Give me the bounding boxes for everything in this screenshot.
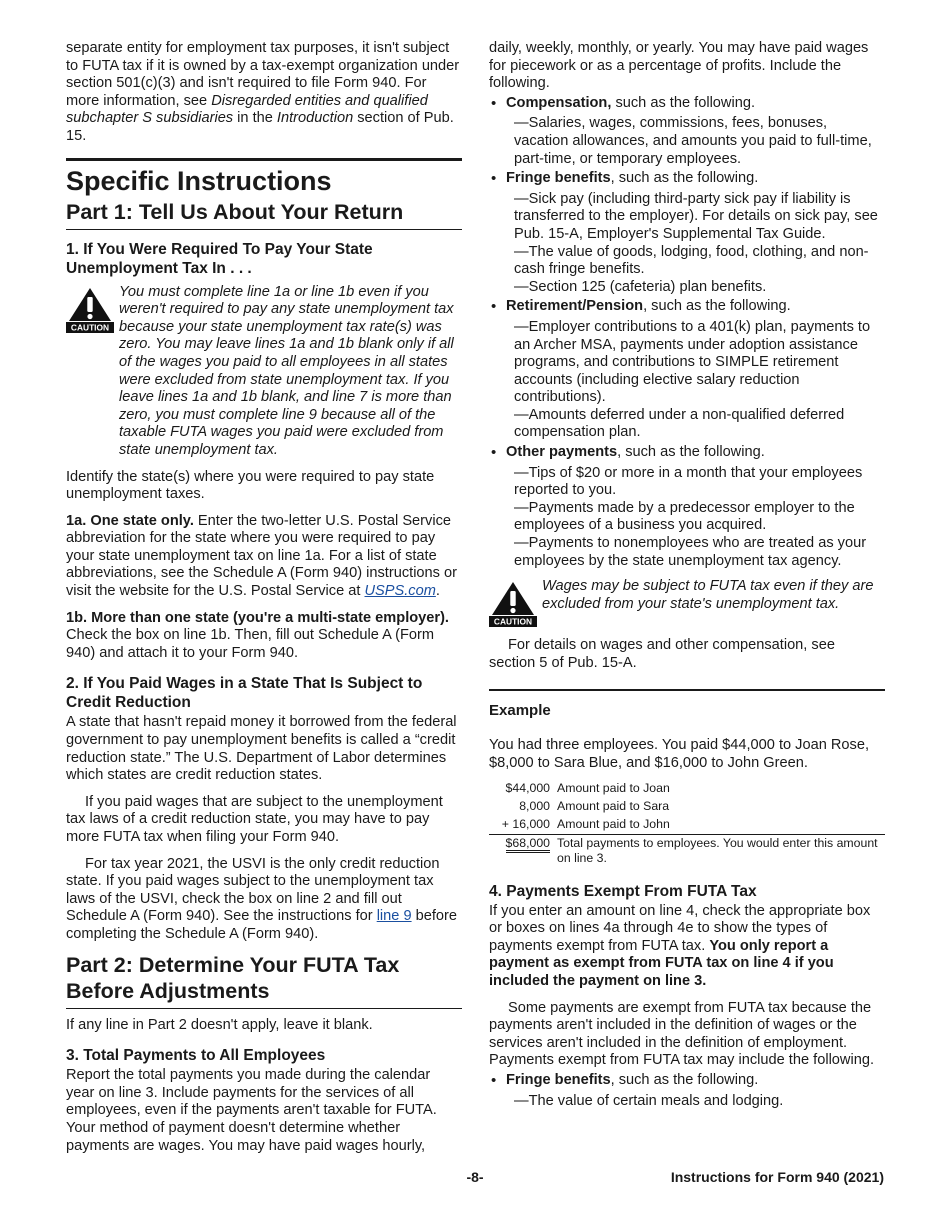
credit-paragraph-3: For tax year 2021, the USVI is the only credit reduction state. If you paid wages subject to the unemployment tax laws of the USVI, check the box on line 2 and fill out Schedule A (Form 940). See the instructions for line 9 before completing the Schedule A (Form 940). — [66, 855, 458, 942]
right-column — [489, 40, 885, 1110]
table-row: $44,000 Amount paid to Joan — [505, 780, 670, 795]
list-item: • Retirement/Pension, such as the following. — [489, 298, 885, 316]
document-title: Instructions for Form 940 (2021) — [670, 1169, 884, 1185]
exempt-payments-heading: 4. Payments Exempt From FUTA Tax — [489, 882, 757, 900]
list-item: • Other payments, such as the following. — [489, 444, 885, 462]
retirement-detail-2: —Amounts deferred under a non-qualified deferred compensation plan. — [514, 406, 845, 441]
example-table — [489, 779, 885, 866]
line-9-link[interactable]: line 9 — [376, 908, 412, 925]
exempt-paragraph-2: Some payments are exempt from FUTA tax because the payments aren't included in the definition of wages or the services aren't included in the definition of employment. Payments exempt from FUTA tax may include the following. — [489, 999, 874, 1069]
state-tax-heading: 1. If You Were Required To Pay Your State Unemployment Tax In . . . — [66, 240, 373, 277]
fringe-detail-2: —The value of goods, lodging, food, clothing, and non-cash fringe benefits. — [514, 243, 869, 278]
page-number: -8- — [466, 1169, 484, 1185]
example-paragraph: You had three employees. You paid $44,000 to Joan Rose, $8,000 to Sara Blue, and $16,000 to John Green. — [489, 737, 870, 771]
part1-heading: Part 1: Tell Us About Your Return — [66, 199, 404, 224]
other-detail-1: —Tips of $20 or more in a month that your employees reported to you. — [514, 464, 863, 499]
list-item: • Fringe benefits, such as the following. — [489, 170, 885, 188]
line-1a-paragraph: 1a. One state only. Enter the two-letter U.S. Postal Service abbreviation for the state where you were required to pay your state unemployment tax on line 1a. For a list of state abbreviations, see the Schedule A (Form 940) instructions or visit the website for the U.S. Postal Service at USPS.com. — [66, 512, 457, 600]
table-total-row: $68,000 Total payments to employees. You would enter this amount on line 3. — [489, 834, 885, 866]
table-row: 8,000 Amount paid to Sara — [519, 798, 670, 813]
caution-text: You must complete line 1a or line 1b even if you weren't required to pay any state unemployment tax because your state unemployment tax rate(s) was zero. You may leave lines 1a and 1b blank only if all of the wages you paid to all employees in all states were excluded from state unemployment tax. If you leave lines 1a and 1b blank, and line 7 is more than zero, you must complete line 9 because all of the taxable FUTA wages you paid were excluded from state unemployment tax. — [119, 283, 454, 458]
table-row: + 16,000 Amount paid to John — [501, 816, 670, 831]
caution-icon — [489, 581, 537, 627]
usps-link[interactable]: USPS.com — [364, 583, 436, 600]
exempt-fringe-detail: —The value of certain meals and lodging. — [514, 1092, 784, 1109]
svg-text:CAUTION: CAUTION — [493, 616, 533, 627]
continued-paragraph: daily, weekly, monthly, or yearly. You may have paid wages for piecework or as a percentage of profits. Include the following. — [489, 40, 869, 92]
other-detail-3: —Payments to nonemployees who are treated as your employees by the state unemployment tax agency. — [514, 535, 867, 569]
caution-note — [489, 578, 885, 628]
intro-paragraph: separate entity for employment tax purposes, it isn't subject to FUTA tax if it is owned by a tax-exempt organization under section 501(c)(3) and isn't required to file Form 940. For more information, see Disregarded entities and qualified subchapter S subsidiaries in the Introduction section of Pub. 15. — [66, 40, 460, 144]
fringe-detail-1: —Sick pay (including third-party sick pay if liability is transferred to the employer). For details on sick pay, see Pub. 15-A, Employer's Supplemental Tax Guide. — [514, 190, 878, 242]
credit-reduction-heading: 2. If You Paid Wages in a State That Is Subject to Credit Reduction — [66, 675, 423, 712]
page-title: Specific Instructions — [66, 165, 332, 196]
total-payments-heading: 3. Total Payments to All Employees — [66, 1047, 326, 1065]
compensation-detail: —Salaries, wages, commissions, fees, bonuses, vacation allowances, and amounts you paid to full-time, part-time, or temporary employees. — [514, 115, 872, 167]
caution-note — [66, 284, 462, 460]
caution-text: Wages may be subject to FUTA tax even if they are excluded from your state's unemployment tax. — [542, 578, 874, 612]
exempt-paragraph-1: If you enter an amount on line 4, check the appropriate box or boxes on lines 4a through 4e to show the types of payments exempt from FUTA tax. You only report a payment as exempt from FUTA tax on line 4 if you included the payment on line 3. — [489, 902, 871, 989]
other-detail-2: —Payments made by a predecessor employer to the employees of a business you acquired. — [514, 499, 855, 534]
fringe-detail-3: —Section 125 (cafeteria) plan benefits. — [514, 278, 767, 295]
example-heading: Example — [489, 702, 551, 720]
svg-text:CAUTION: CAUTION — [70, 322, 110, 333]
left-column — [66, 40, 462, 1155]
details-paragraph: For details on wages and other compensation, see section 5 of Pub. 15-A. — [489, 637, 835, 671]
total-payments-paragraph: Report the total payments you made during the calendar year on line 3. Include payments for the services of all employees, even if the payments aren't taxable for FUTA. Your method of payment doesn't determine whether payments are wages. You may have paid wages hourly, — [66, 1067, 437, 1154]
list-item: • Fringe benefits, such as the following. — [489, 1072, 885, 1090]
line-1b-paragraph: 1b. More than one state (you're a multi-state employer). Check the box on line 1b. Then, fill out Schedule A (Form 940) and attach it to your Form 940. — [66, 609, 449, 661]
example-divider — [489, 689, 885, 691]
retirement-detail-1: —Employer contributions to a 401(k) plan, payments to an Archer MSA, payments under adoption assistance programs, and contributions to SIMPLE retirement accounts (including elective salary reduction contributions). — [514, 318, 871, 406]
caution-icon — [66, 287, 114, 333]
credit-paragraph-1: A state that hasn't repaid money it borrowed from the federal government to pay unemployment benefits is called a “credit reduction state.” The U.S. Department of Labor determines which states are credit reduction states. — [66, 714, 457, 784]
identify-text: Identify the state(s) where you were required to pay state unemployment taxes. — [66, 468, 435, 503]
list-item: • Compensation, such as the following. — [489, 95, 885, 113]
part2-note: If any line in Part 2 doesn't apply, leave it blank. — [66, 1016, 373, 1033]
credit-paragraph-2: If you paid wages that are subject to the unemployment tax laws of a credit reduction state, you may have to pay more FUTA tax when filing your Form 940. — [66, 793, 443, 845]
section-divider — [66, 158, 462, 161]
part2-heading: Part 2: Determine Your FUTA Tax Before Adjustments — [66, 952, 400, 1003]
